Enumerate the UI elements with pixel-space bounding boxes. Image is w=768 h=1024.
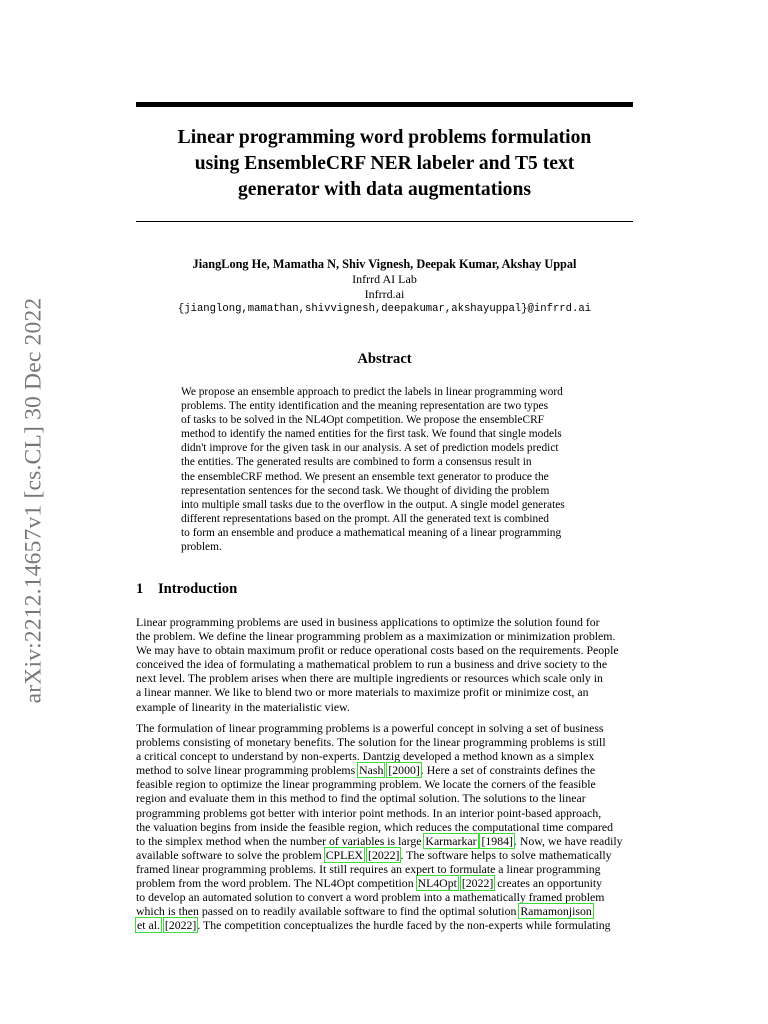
abstract-line: problem.: [181, 541, 222, 554]
citation-link-cplex[interactable]: CPLEX: [325, 847, 364, 862]
paragraph-line: the valuation begins from inside the feasible region, which reduces the computational time compared: [136, 819, 613, 834]
intro-paragraph-2: [136, 721, 634, 932]
title-line-1: Linear programming word problems formulation: [177, 127, 592, 148]
abstract-line: didn't improve for the given task in our analysis. A set of prediction models predict: [181, 442, 559, 455]
paper-title: [136, 125, 633, 203]
author-emails: {jianglong,mamathan,shivvignesh,deepakumar,akshayuppal}@infrrd.ai: [177, 303, 592, 315]
paragraph-line: example of linearity in the materialistic view.: [136, 699, 350, 714]
abstract-line: different representations based on the prompt. All the generated text is combined: [181, 512, 549, 525]
abstract-body: [181, 385, 591, 554]
citation-link-ramamonjison-etal[interactable]: et al.: [137, 918, 160, 933]
title-top-rule: [136, 102, 633, 107]
line-text: which is then passed on to readily available software to find the optimal solution: [136, 904, 520, 919]
paragraph-line: a linear manner. We like to blend two or more materials to maximize profit or minimize cost, an: [136, 685, 589, 700]
author-names: JiangLong He, Mamatha N, Shiv Vignesh, Deepak Kumar, Akshay Uppal: [192, 257, 577, 271]
line-text: to the simplex method when the number of variables is large: [136, 833, 425, 848]
paragraph-line: [136, 876, 634, 890]
line-text: creates an opportunity: [494, 876, 603, 891]
citation-link-ramamonjison[interactable]: Ramamonjison: [520, 904, 592, 919]
paragraph-line: [136, 918, 634, 932]
paragraph-line: conceived the idea of formulating a mathematical problem to run a business and drive society to the: [136, 657, 608, 672]
line-text: . The software helps to solve mathematically: [400, 847, 612, 862]
abstract-line: into multiple small tasks due to the overflow in the output. A single model generates: [181, 498, 565, 511]
line-text: . Here a set of constraints defines the: [420, 763, 596, 778]
citation-link-nl4opt-year[interactable]: [2022]: [461, 876, 494, 891]
paragraph-line: Linear programming problems are used in business applications to optimize the solution found for: [136, 615, 600, 629]
section-heading: [136, 581, 237, 598]
citation-link-nash[interactable]: Nash: [359, 763, 384, 778]
intro-paragraph-1: [136, 615, 634, 714]
abstract-line: We propose an ensemble approach to predict the labels in linear programming word: [181, 386, 563, 398]
author-organization: Infrrd.ai: [364, 287, 405, 301]
paragraph-line: [136, 848, 634, 862]
citation-link-ramamonjison-year[interactable]: [2022]: [164, 918, 197, 933]
line-text: available software to solve the problem: [136, 847, 325, 862]
paragraph-line: framed linear programming problems. It still requires an expert to formulate a linear programming: [136, 861, 601, 876]
abstract-line: method to identify the named entities for the first task. We found that single models: [181, 428, 562, 441]
line-text: . Now, we have readily: [513, 833, 623, 848]
paragraph-line: next level. The problem arises when there are multiple ingredients or resources which scale only in: [136, 671, 603, 686]
paragraph-line: [136, 763, 634, 777]
abstract-heading: Abstract: [357, 351, 412, 367]
paragraph-line: problems consisting of monetary benefits. The solution for the linear programming problems is still: [136, 735, 606, 750]
paragraph-line: [136, 904, 634, 918]
section-title: Introduction: [158, 581, 238, 597]
paragraph-line: programming problems got better with interior point methods. In an interior point-based approach,: [136, 805, 602, 820]
paragraph-line: region and evaluate them in this method to find the optimal solution. The solutions to the linear: [136, 791, 586, 806]
citation-link-nash-year[interactable]: [2000]: [388, 763, 420, 778]
title-line-2: using EnsembleCRF NER labeler and T5 text: [194, 153, 575, 174]
line-text: method to solve linear programming problems: [136, 763, 359, 778]
title-line-3: generator with data augmentations: [238, 179, 531, 200]
abstract-line: the ensembleCRF method. We present an ensemble text generator to produce the: [181, 470, 549, 483]
abstract-line: of tasks to be solved in the NL4Opt competition. We propose the ensembleCRF: [181, 414, 545, 427]
abstract-line: representation sentences for the second task. We thought of dividing the problem: [181, 484, 550, 497]
abstract-line: problems. The entity identification and the meaning representation are two types: [181, 400, 549, 413]
abstract-line: the entities. The generated results are combined to form a consensus result in: [181, 456, 532, 469]
paragraph-line: We may have to obtain maximum profit or reduce operational costs based on the requirements. People: [136, 643, 619, 658]
author-affiliation: Infrrd AI Lab: [352, 272, 417, 286]
section-number: 1: [136, 581, 144, 597]
paragraph-line: [136, 834, 634, 848]
citation-link-cplex-year[interactable]: [2022]: [368, 847, 400, 862]
line-text: problem from the word problem. The NL4Opt competition: [136, 876, 417, 891]
arxiv-identifier: arXiv:2212.14657v1 [cs.CL] 30 Dec 2022: [20, 297, 47, 703]
author-block: [136, 257, 633, 317]
citation-link-nl4opt[interactable]: NL4Opt: [417, 876, 457, 891]
paragraph-line: the problem. We define the linear programming problem as a maximization or minimization problem.: [136, 629, 616, 644]
paragraph-line: The formulation of linear programming problems is a powerful concept in solving a set of business: [136, 721, 604, 735]
line-text: . The competition conceptualizes the hurdle faced by the non-experts while formulating: [197, 918, 611, 933]
arxiv-identifier-sidebar: [14, 270, 54, 730]
paragraph-line: to develop an automated solution to convert a word problem into a mathematically framed problem: [136, 890, 605, 905]
abstract-line: to form an ensemble and produce a mathematical meaning of a linear programming: [181, 526, 562, 539]
paragraph-line: feasible region to optimize the linear programming problem. We locate the corners of the feasible: [136, 777, 596, 792]
citation-link-karmarkar[interactable]: Karmarkar: [425, 833, 477, 848]
citation-link-karmarkar-year[interactable]: [1984]: [481, 833, 513, 848]
paragraph-line: a critical concept to understand by non-experts. Dantzig developed a method known as a simplex: [136, 749, 595, 764]
title-bottom-rule: [136, 221, 633, 222]
